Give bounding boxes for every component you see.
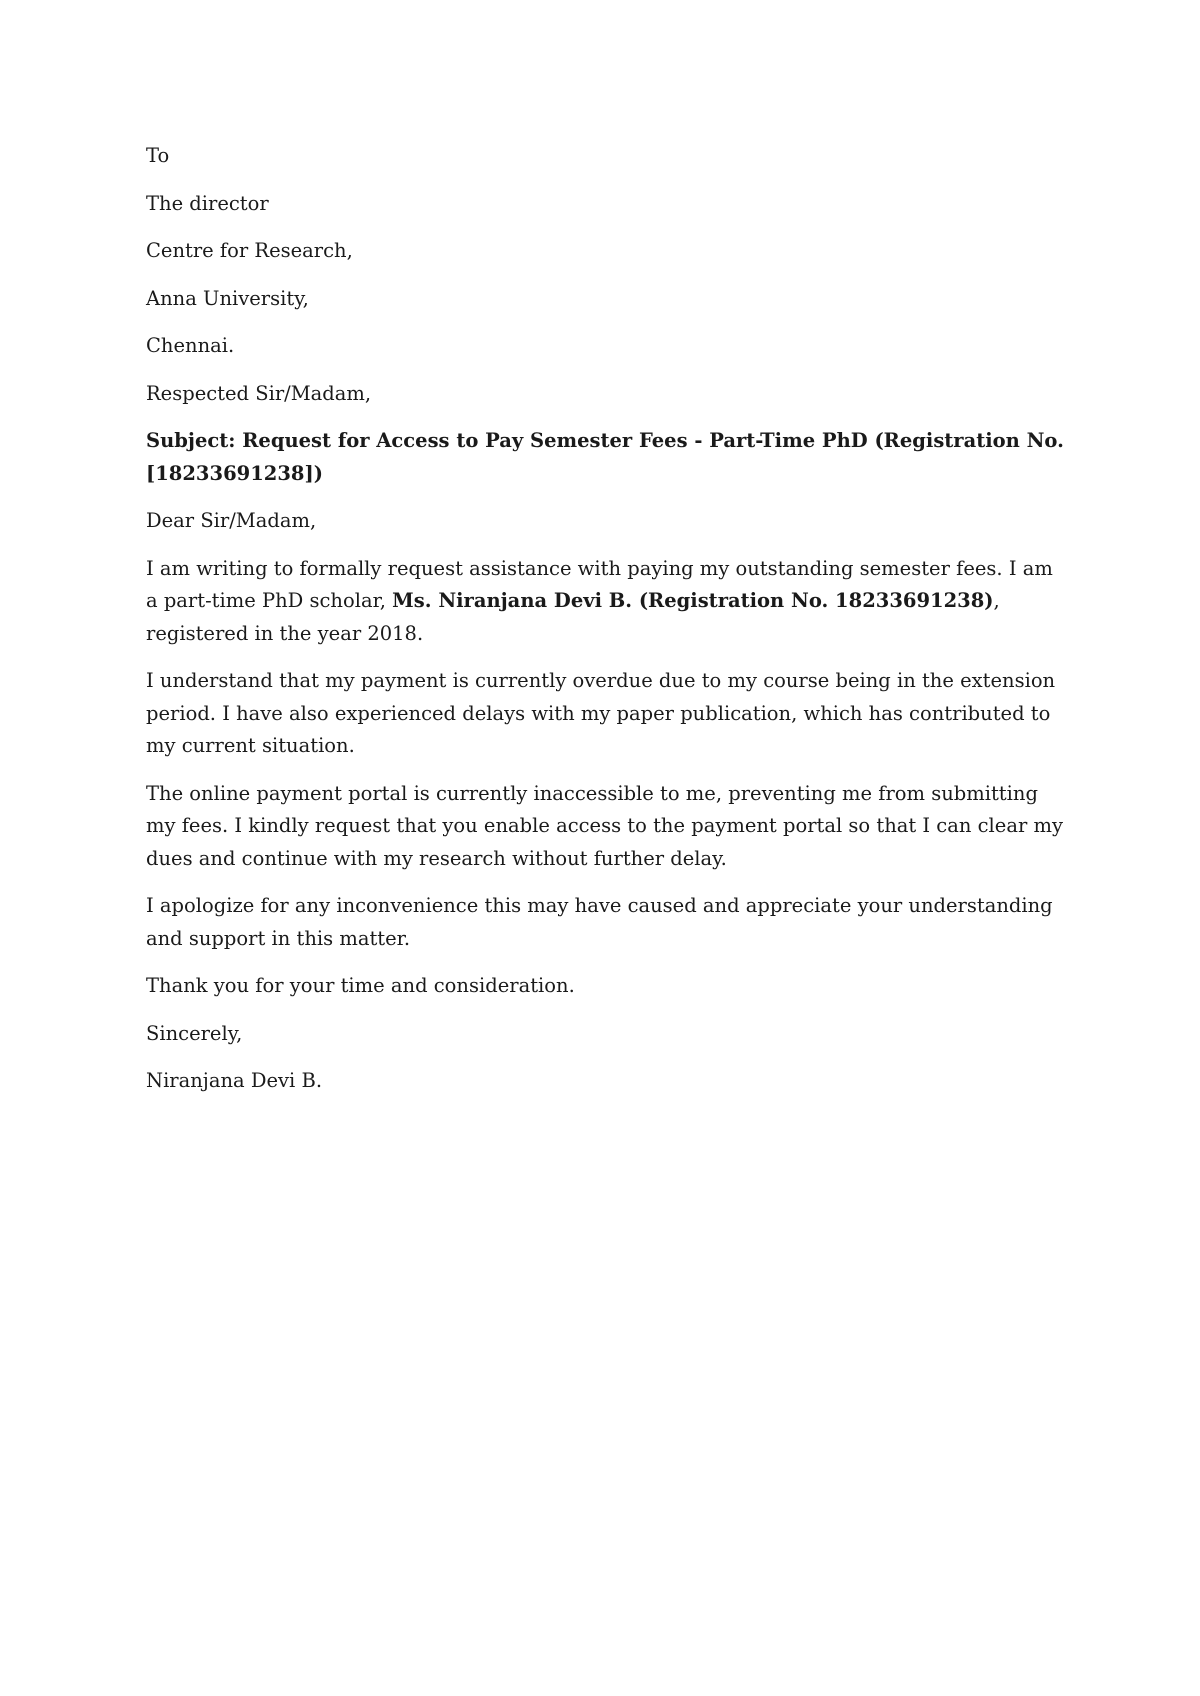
closing: Sincerely, [146,1021,243,1045]
para1-outro: , registered in the year 2018. [146,589,1000,645]
address-department: Centre for Research, [146,239,353,262]
body-paragraph-5: Thank you for your time and consideration. [146,974,575,997]
address-recipient: The director [146,191,269,215]
letter-page [146,140,1066,1113]
subject-line [146,425,1066,490]
body-paragraph-4: I apologize for any inconvenience this may have caused and appreciate your understanding and support in this matter. [146,894,1053,950]
subject-line-1: Subject: Request for Access to Pay Semester Fees - Part-Time PhD (Registration No. [146,429,1064,452]
para1-intro: I am writing to formally request assistance with paying my outstanding semester fees. I am a part-time PhD scholar, [146,556,1053,612]
salutation-dear: Dear Sir/Madam, [146,509,317,532]
address-city: Chennai. [146,334,235,357]
body-paragraph-1 [146,553,1066,651]
subject-line-2: [18233691238]) [146,461,323,485]
signature: Niranjana Devi B. [146,1069,323,1092]
address-institution: Anna University, [146,286,309,310]
body-paragraph-3: The online payment portal is currently inaccessible to me, preventing me from submitting my fees. I kindly request that you enable access to the payment portal so that I can clear my dues and continue with my research without further delay. [146,781,1063,870]
salutation-respected: Respected Sir/Madam, [146,381,372,405]
body-paragraph-2: I understand that my payment is currently overdue due to my course being in the extension period. I have also experienced delays with my paper publication, which has contributed to my current situation. [146,669,1056,757]
address-to: To [146,144,170,167]
para1-scholar-name: Ms. Niranjana Devi B. (Registration No. 18233691238) [392,589,994,612]
